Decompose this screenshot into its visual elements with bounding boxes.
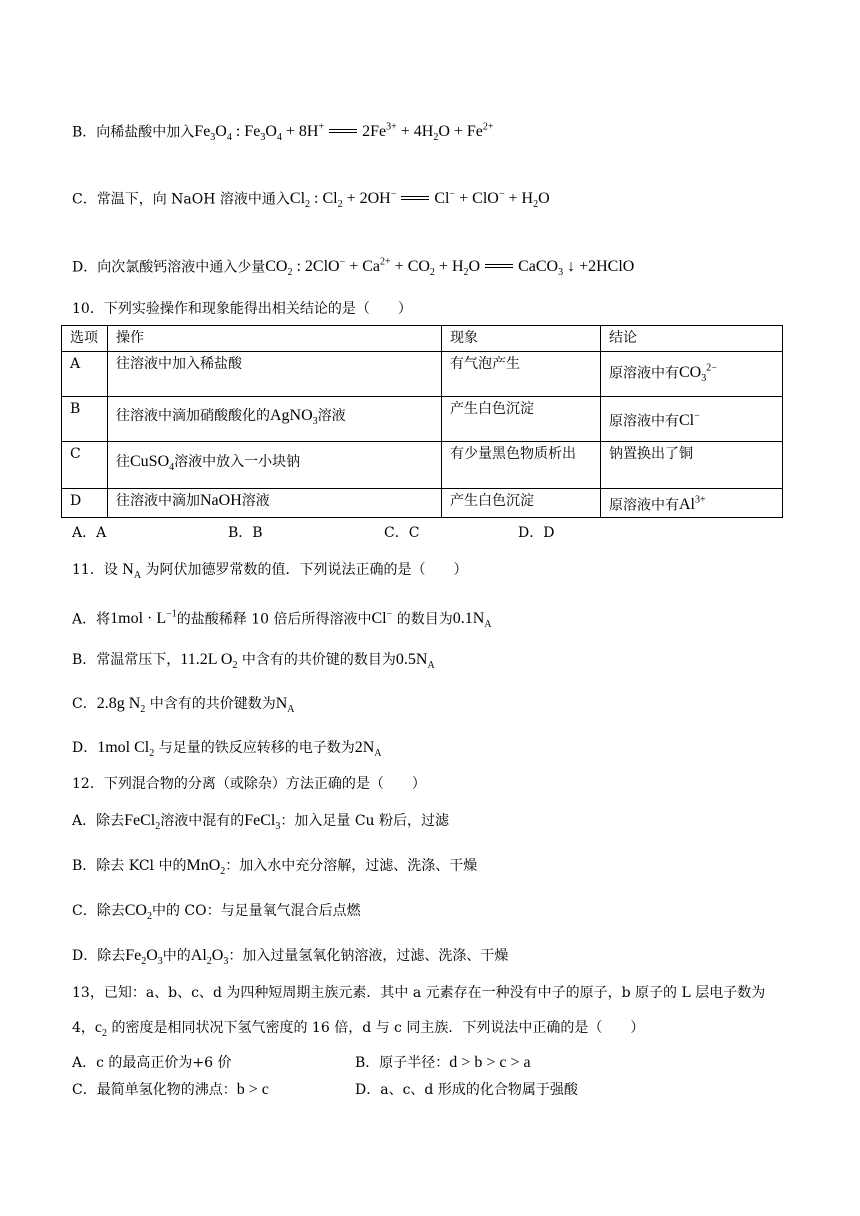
q12-option-a: A．除去FeCl$_2$溶液中混有的FeCl$_3$：加入足量 Cu 粉后，过滤 xyxy=(72,812,450,833)
q11-option-a: A．将$1mol \cdot L^{-1}$的盐酸稀释 10 倍后所得溶液中Cl− 的数目为$0.1N_A$ xyxy=(72,609,492,631)
q9-b-equation: $Fe_3O_4$ : $Fe_3O_4 + 8H^+$ $2Fe^{3+} + 4H_2O + Fe^{2+}$ xyxy=(194,122,494,144)
q10-choice-a: A．A xyxy=(72,525,107,541)
q10-choice-c: C．C xyxy=(384,525,420,541)
q13-stem-line1: 13，已知：a、b、c、d 为四种短周期主族元素．其中 a 元素存在一种没有中子的原子，b 原子的 L 层电子数为 xyxy=(72,985,766,1001)
q9-c-equation: $Cl_2$ : $Cl_2 + 2OH^-$ $Cl^- + ClO^- + H_2O$ xyxy=(289,189,550,211)
q12-stem: 12．下列混合物的分离（或除杂）方法正确的是（ ） xyxy=(72,776,426,792)
header-option: 选项 xyxy=(62,326,108,352)
table-row: A 往溶液中加入稀盐酸 有气泡产生 原溶液中有$CO_3^{2-}$ xyxy=(62,352,783,397)
q13-option-c: C．最简单氢化物的沸点：b > c xyxy=(72,1081,269,1098)
q13-option-b: B．原子半径：d > b > c > a xyxy=(355,1054,531,1071)
q12-option-d: D．除去$Fe_2O_3$中的$Al_2O_3$：加入过量氢氧化钠溶液，过滤、洗涤、干燥 xyxy=(72,947,509,968)
q9-d-equation: $CO_2$ : $2ClO^- + Ca^{2+} + CO_2 + H_2O$ CaCO$_3$ ↓ +2HClO xyxy=(265,257,635,279)
q11-option-b: B．常温常压下，11.2L $O_2$ 中含有的共价键的数目为$0.5N_A$ xyxy=(72,651,435,672)
q12-option-c: C．除去$CO_2$中的 CO：与足量氧气混合后点燃 xyxy=(72,902,361,923)
q10-choice-b: B．B xyxy=(228,525,263,541)
header-phenomenon: 现象 xyxy=(442,326,601,352)
table-row: B 往溶液中滴加硝酸酸化的AgNO$_3$溶液 产生白色沉淀 原溶液中有Cl− xyxy=(62,397,783,442)
table-header-row xyxy=(62,326,783,352)
q10-stem: 10．下列实验操作和现象能得出相关结论的是（ ） xyxy=(72,301,412,317)
q11-stem: 11．设 $N_A$ 为阿伏加德罗常数的值．下列说法正确的是（ ） xyxy=(72,561,468,582)
header-conclusion: 结论 xyxy=(601,326,783,352)
table-row: C 往CuSO$_4$溶液中放入一小块钠 有少量黑色物质析出 钠置换出了铜 xyxy=(62,442,783,489)
q9-option-b: B．向稀盐酸中加入$Fe_3O_4$ : $Fe_3O_4 + 8H^+$ $2Fe^{3+} + 4H_2O + Fe^{2+}$ xyxy=(72,122,494,144)
q9-option-c: C．常温下，向 NaOH 溶液中通入$Cl_2$ : $Cl_2 + 2OH^-$ $Cl^- + ClO^- + H_2O$ xyxy=(72,189,550,211)
table-row: D 往溶液中滴加NaOH溶液 产生白色沉淀 原溶液中有$Al^{3+}$ xyxy=(62,489,783,518)
q10-table xyxy=(61,325,783,518)
q11-option-c: C．2.8g $N_2$ 中含有的共价键数为$N_A$ xyxy=(72,695,295,716)
q11-option-d: D．1mol $Cl_2$ 与足量的铁反应转移的电子数为$2N_A$ xyxy=(72,739,382,760)
q9-option-d: D．向次氯酸钙溶液中通入少量$CO_2$ : $2ClO^- + Ca^{2+} + CO_2 + H_2O$ CaCO$_3$ ↓ +2HClO xyxy=(72,257,635,279)
q13-option-d: D．a、c、d 形成的化合物属于强酸 xyxy=(355,1082,578,1098)
q13-option-a: A．c 的最高正价为+6 价 xyxy=(72,1055,232,1071)
q10-choice-d: D．D xyxy=(518,525,555,541)
q13-stem-line2: 4，$c_2$ 的密度是相同状况下氢气密度的 16 倍，d 与 c 同主族．下列说法中正确的是（ ） xyxy=(72,1019,645,1040)
q12-option-b: B．除去 KCl 中的MnO$_2$：加入水中充分溶解，过滤、洗涤、干燥 xyxy=(72,857,478,878)
header-operation: 操作 xyxy=(108,326,442,352)
